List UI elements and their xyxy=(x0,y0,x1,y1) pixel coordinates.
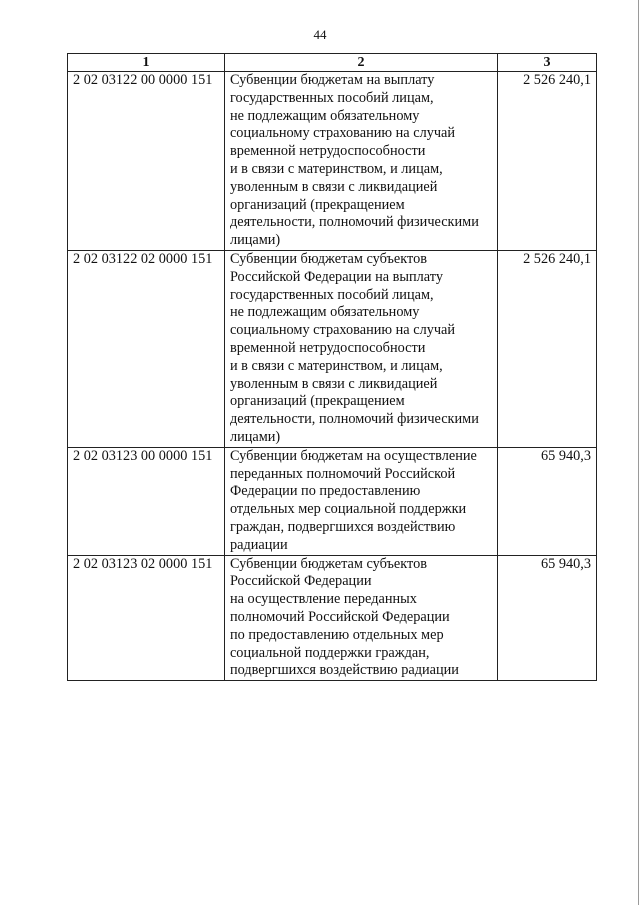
budget-table xyxy=(67,53,597,681)
header-row xyxy=(68,54,597,72)
description-cell: Субвенции бюджетам на осуществление переданных полномочий Российской Федерации по предоставлению отдельных мер социальной поддержки граждан, подвергшихся воздействию радиации xyxy=(224,447,497,555)
table-row xyxy=(68,555,597,681)
column-header-description: 2 xyxy=(224,54,497,72)
page-edge xyxy=(638,0,639,905)
budget-code-cell: 2 02 03123 00 0000 151 xyxy=(68,447,225,555)
amount-cell: 65 940,3 xyxy=(498,555,597,681)
column-header-amount: 3 xyxy=(498,54,597,72)
page-number: 44 xyxy=(313,27,327,42)
amount-cell: 65 940,3 xyxy=(498,447,597,555)
table-row xyxy=(68,72,597,251)
table-row xyxy=(68,250,597,447)
amount-cell: 2 526 240,1 xyxy=(498,250,597,447)
budget-code-cell: 2 02 03123 02 0000 151 xyxy=(68,555,225,681)
budget-code-cell: 2 02 03122 02 0000 151 xyxy=(68,250,225,447)
table-row xyxy=(68,447,597,555)
budget-code-cell: 2 02 03122 00 0000 151 xyxy=(68,72,225,251)
column-header-code: 1 xyxy=(68,54,225,72)
description-cell: Субвенции бюджетам субъектов Российской Федерации на осуществление переданных полномочий Российской Федерации по предоставлению отдельных мер социальной поддержки граждан, подвергшихся воздействию радиации xyxy=(224,555,497,681)
description-cell: Субвенции бюджетам на выплату государственных пособий лицам, не подлежащим обязательному социальному страхованию на случай временной нетрудоспособности и в связи с материнством, и лицам, уволенным в связи с ликвидацией организаций (прекращением деятельности, полномочий физическими лицами) xyxy=(224,72,497,251)
amount-cell: 2 526 240,1 xyxy=(498,72,597,251)
description-cell: Субвенции бюджетам субъектов Российской Федерации на выплату государственных пособий лицам, не подлежащим обязательному социальному страхованию на случай временной нетрудоспособности и в связи с материнством, и лицам, уволенным в связи с ликвидацией организаций (прекращением деятельности, полномочий физическими лицами) xyxy=(224,250,497,447)
